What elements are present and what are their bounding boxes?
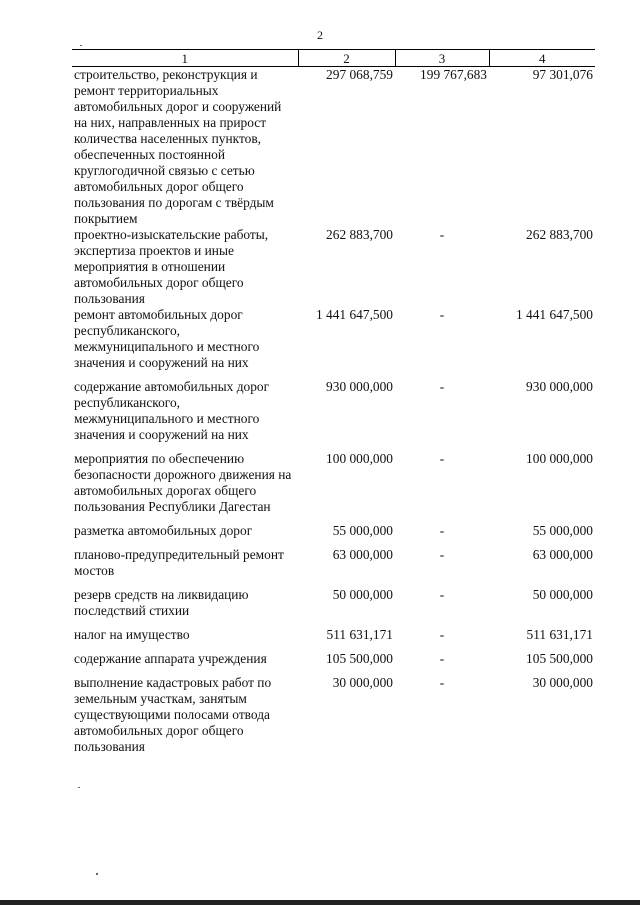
row-name: содержание автомобильных дорог республиканского, межмуниципального и местного значения и сооружений на них [74, 379, 270, 442]
table-row [72, 379, 595, 443]
header-col-4: 4 [489, 50, 595, 67]
row-col3-value: - [439, 451, 445, 466]
row-col3-value: - [439, 227, 445, 242]
table-body [72, 67, 595, 756]
table-row [72, 651, 595, 667]
row-col3-value: 199 767,683 [420, 67, 487, 82]
row-col3-value: - [439, 587, 445, 602]
row-name: налог на имущество [74, 627, 190, 642]
row-col2-value: 930 000,000 [326, 379, 393, 394]
table-row [72, 587, 595, 619]
row-name: выполнение кадастровых работ по земельным участкам, занятым существующими полосами отвода автомобильных дорог общего пользования [74, 675, 272, 754]
table-header [72, 50, 595, 67]
row-col2-value: 511 631,171 [326, 627, 393, 642]
row-name: проектно-изыскательские работы, экспертиза проектов и иные мероприятия в отношении автомобильных дорог общего пользования [74, 227, 269, 306]
row-col3-value: - [439, 523, 445, 538]
row-col3-value: - [439, 547, 445, 562]
row-name: резерв средств на ликвидацию последствий стихии [74, 587, 249, 618]
table-row [72, 547, 595, 579]
row-col2-value: 63 000,000 [332, 547, 393, 562]
row-col3-value: - [439, 307, 445, 322]
row-col2-value: 55 000,000 [332, 523, 393, 538]
table-row [72, 451, 595, 515]
row-col2-value: 100 000,000 [326, 451, 393, 466]
row-col2-value: 1 441 647,500 [316, 307, 393, 322]
row-col4-value: 262 883,700 [526, 227, 593, 242]
row-col3-value: - [439, 675, 445, 690]
row-col3-value: - [439, 651, 445, 666]
row-col4-value: 930 000,000 [526, 379, 593, 394]
table-row [72, 523, 595, 539]
row-col4-value: 55 000,000 [532, 523, 593, 538]
header-col-3: 3 [395, 50, 489, 67]
page-number: 2 [317, 28, 323, 42]
row-name: содержание аппарата учреждения [74, 651, 267, 666]
row-col2-value: 297 068,759 [326, 67, 393, 82]
row-name: строительство, реконструкция и ремонт территориальных автомобильных дорог и сооружений на них, направленных на прирост количества населенных пунктов, обеспеченных постоянной круглогодичной связью с сетью автомобильных дорог общего пользования по дорогам с твёрдым покрытием [74, 67, 282, 226]
scan-artifact-dot [80, 45, 82, 46]
row-col4-value: 97 301,076 [532, 67, 593, 82]
row-col2-value: 105 500,000 [326, 651, 393, 666]
row-col3-value: - [439, 627, 445, 642]
table-row [72, 307, 595, 371]
row-col4-value: 511 631,171 [526, 627, 593, 642]
table-row [72, 67, 595, 228]
row-col4-value: 105 500,000 [526, 651, 593, 666]
header-col-1: 1 [72, 50, 298, 67]
scan-artifact-dot [96, 873, 98, 875]
row-col2-value: 50 000,000 [332, 587, 393, 602]
budget-table [72, 49, 595, 755]
row-name: ремонт автомобильных дорог республиканского, межмуниципального и местного значения и сооружений на них [74, 307, 260, 370]
table-row [72, 627, 595, 643]
row-col2-value: 30 000,000 [332, 675, 393, 690]
row-col4-value: 30 000,000 [532, 675, 593, 690]
row-name: мероприятия по обеспечению безопасности дорожного движения на автомобильных дорогах общего пользования Республики Дагестан [74, 451, 292, 514]
scan-artifact-dot [78, 787, 80, 788]
row-col3-value: - [439, 379, 445, 394]
table-row [72, 675, 595, 755]
row-name: разметка автомобильных дорог [74, 523, 253, 538]
row-col2-value: 262 883,700 [326, 227, 393, 242]
scan-bottom-edge [0, 900, 640, 905]
row-name: планово-предупредительный ремонт мостов [74, 547, 284, 578]
row-col4-value: 50 000,000 [532, 587, 593, 602]
header-col-2: 2 [298, 50, 395, 67]
row-col4-value: 63 000,000 [532, 547, 593, 562]
row-col4-value: 1 441 647,500 [516, 307, 593, 322]
row-col4-value: 100 000,000 [526, 451, 593, 466]
table-row [72, 227, 595, 307]
